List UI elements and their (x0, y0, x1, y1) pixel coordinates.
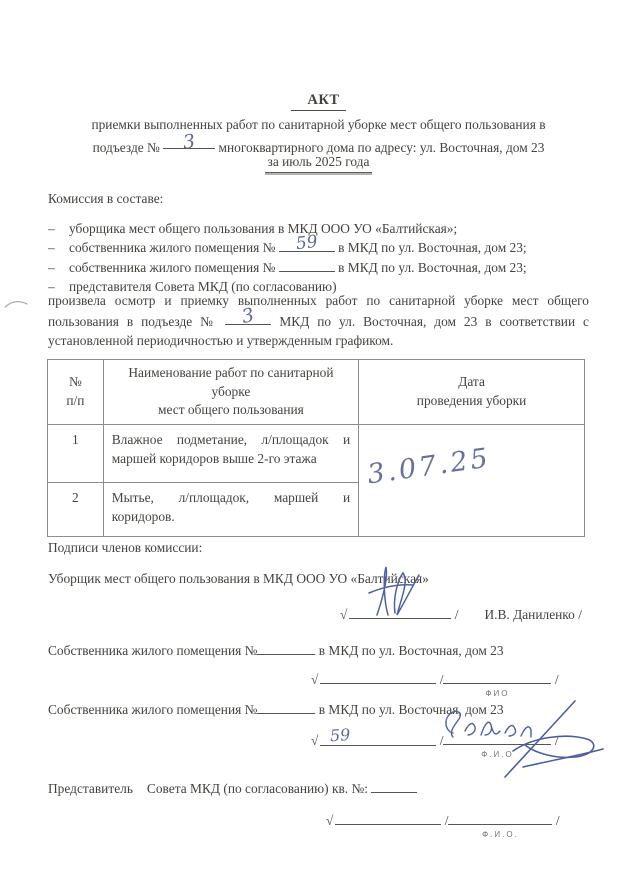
owner1-signature-blank (320, 668, 436, 684)
slash: / (454, 607, 459, 622)
list-dash: – (48, 279, 55, 295)
col-header-work: Наименование работ по санитарной уборке мест общего пользования (103, 360, 358, 425)
check-mark: √ (311, 672, 319, 687)
handwritten-cleaning-date: 3.07.25 (365, 442, 493, 490)
handwritten-entrance-number-2: 3 (240, 303, 257, 328)
row-number: 1 (48, 424, 104, 482)
works-table-wrap (48, 359, 589, 537)
commission-member-2: – собственника жилого помещения № 59 в МКД по ул. Восточная, дом 23; (48, 238, 589, 257)
commission-heading: Комиссия в составе: (48, 191, 164, 206)
representative-flat-blank (371, 779, 417, 793)
cleaner-label: Уборщик мест общего пользования в МКД ООО УО «Балтийская» (48, 571, 429, 586)
table-header-row (48, 360, 585, 425)
check-mark: √ (340, 607, 348, 622)
document-title: АКТ (48, 92, 589, 111)
statement-paragraph: произвела осмотр и приемку выполненных работ по санитарной уборке мест общего пользования в подъезде № 3 МКД по ул. Восточная, дом 23 в соответствии с установленной периодичностью и утвержденным графиком. (48, 293, 589, 348)
slash: / (554, 733, 559, 748)
list-dash: – (48, 259, 55, 275)
cleaner-signature-blank (349, 603, 451, 619)
commission-member-3: – собственника жилого помещения № в МКД по ул. Восточная, дом 23; (48, 258, 589, 277)
owner2-signature-blank (320, 724, 436, 746)
entrance-number-blank (163, 130, 215, 154)
owner2-signature-line (311, 724, 559, 759)
owner2-fio-blank (443, 729, 551, 759)
commission-member-4: – представителя Совета МКД (по согласованию) (48, 277, 589, 296)
fio-caption: Ф.И.О. (482, 830, 519, 839)
check-mark: √ (311, 733, 319, 748)
intro-line-1: приемки выполненных работ по санитарной уборке мест общего пользования в (91, 117, 546, 132)
owner1-label: Собственника жилого помещения № в МКД по ул. Восточная, дом 23 (48, 643, 504, 658)
margin-pen-mark (3, 295, 29, 311)
empty-flat-number-blank (279, 258, 335, 272)
signatures-heading: Подписи членов комиссии: (48, 540, 203, 555)
fio-caption: Ф.И.О (481, 750, 514, 759)
slash: / (578, 607, 582, 622)
slash: / (439, 672, 444, 687)
representative-label: Представитель Совета МКД (по согласованию) кв. №: (48, 779, 589, 797)
handwritten-flat-number-2: 59 (329, 724, 352, 746)
intro-line-2: подъезде № 3 многоквартирного дома по адресу: ул. Восточная, дом 23 (92, 130, 545, 155)
period-line: за июль 2025 года (48, 154, 589, 172)
col-header-number: № п/п (48, 360, 104, 425)
commission-list (48, 219, 589, 297)
owner2-label: Собственника жилого помещения № в МКД по ул. Восточная, дом 23 (48, 702, 504, 717)
representative-signature-line (326, 809, 560, 839)
slash: / (439, 733, 444, 748)
owner1-signature-line (311, 668, 559, 698)
table-row (48, 424, 585, 482)
list-dash: – (48, 221, 55, 236)
representative-fio-blank (448, 809, 552, 839)
check-mark: √ (326, 813, 334, 828)
owner1-fio-blank (443, 668, 551, 698)
cleaner-name: И.В. Даниленко (484, 607, 575, 622)
slash: / (555, 813, 560, 828)
row-number: 2 (48, 482, 104, 536)
statement-entrance-blank (225, 303, 271, 328)
handwritten-entrance-number: 3 (181, 130, 197, 154)
fio-caption: ФИО (485, 689, 510, 698)
works-table (47, 359, 585, 537)
handwritten-flat-number: 59 (294, 232, 319, 255)
cleaner-signature-line (340, 603, 582, 623)
commission-member-1: – уборщика мест общего пользования в МКД ООО УО «Балтийская»; (48, 219, 589, 238)
row-work: Мытье, л/площадок, маршей и коридоров. (103, 482, 358, 536)
list-dash: – (48, 240, 55, 256)
owner1-flat-blank (257, 641, 315, 655)
slash: / (554, 672, 559, 687)
flat-number-blank (279, 232, 335, 255)
row-work: Влажное подметание, л/площадок и маршей коридоров выше 2-го этажа (103, 424, 358, 482)
row-date-cell (359, 424, 585, 536)
col-header-date: Дата проведения уборки (359, 360, 585, 425)
owner2-flat-blank (257, 700, 315, 714)
representative-signature-blank (335, 809, 441, 825)
slash: / (444, 813, 449, 828)
